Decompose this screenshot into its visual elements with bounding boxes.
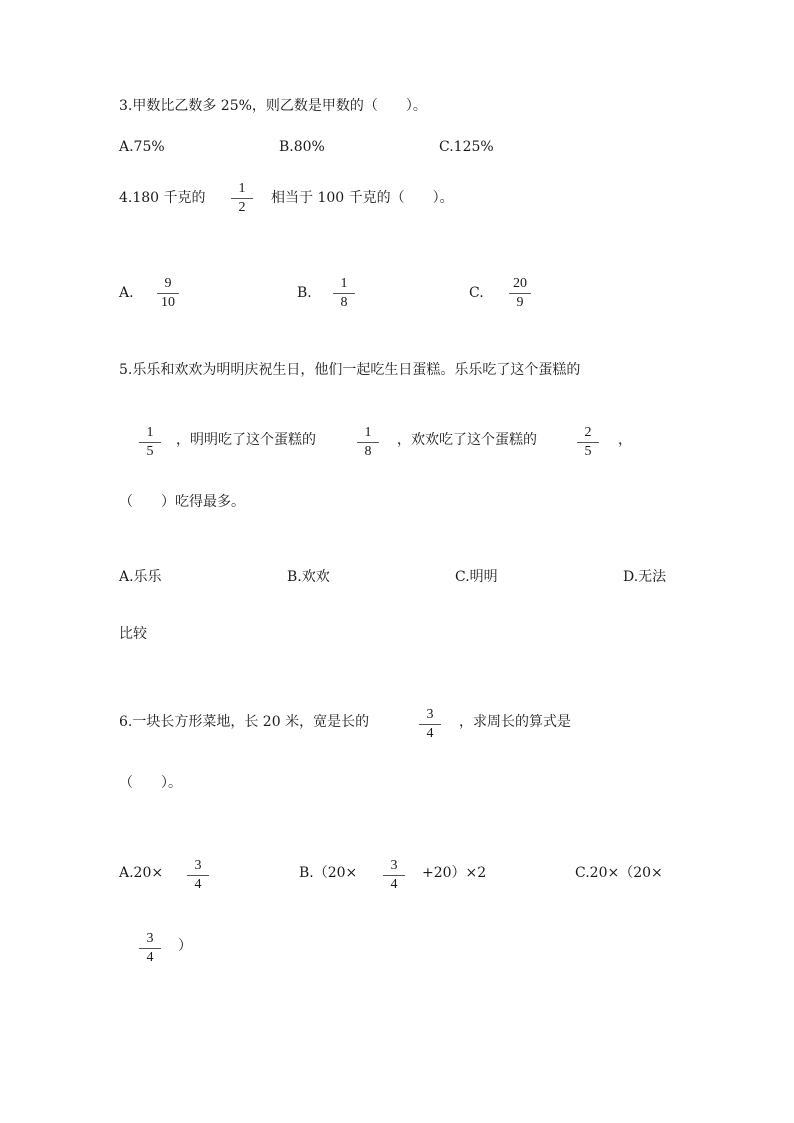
question-6-stem-fraction [418,708,442,741]
question-6-option-b-fraction [382,859,406,892]
question-5-text-huanhuan: ，欢欢吃了这个蛋糕的 [397,432,537,448]
fraction-denominator: 8 [340,295,348,310]
question-6-option-a-fraction [186,859,210,892]
fraction-bar [139,948,161,949]
question-5-stem-line-1: 5.乐乐和欢欢为明明庆祝生日，他们一起吃生日蛋糕。乐乐吃了这个蛋糕的 [119,362,581,378]
fraction-numerator: 1 [146,425,154,440]
question-3-option-a: A.75% [119,139,165,155]
fraction-bar [357,442,379,443]
question-4-option-a-fraction [156,277,180,310]
fraction-numerator: 2 [584,425,592,440]
question-5-option-d-continued: 比较 [119,626,147,642]
question-6-stem-start: 6.一块长方形菜地，长 20 米，宽是长的 [119,714,370,730]
question-6-option-c: C.20×（20× [575,865,663,881]
fraction-bar [139,442,161,443]
fraction-denominator: 5 [584,444,592,459]
fraction-denominator: 4 [390,877,398,892]
question-5-option-c: C.明明 [455,569,498,585]
fraction-denominator: 4 [146,950,154,965]
question-6-option-c-fraction [138,932,162,965]
fraction-denominator: 4 [426,726,434,741]
fraction-denominator: 5 [146,444,154,459]
question-6-option-b-end: +20）×2 [422,865,487,881]
question-3-option-c: C.125% [439,139,494,155]
question-5-fraction-mingming [356,426,380,459]
question-6-option-a: A.20× [119,865,164,881]
fraction-denominator: 9 [516,295,524,310]
fraction-denominator: 4 [194,877,202,892]
question-5-option-d: D.无法 [623,569,667,585]
fraction-denominator: 2 [238,200,246,215]
fraction-bar [577,442,599,443]
question-6-option-b-start: B.（20× [299,865,358,881]
fraction-numerator: 1 [340,276,348,291]
question-4-stem-fraction [230,182,254,215]
question-4-stem-end: 相当于 100 千克的（ ）。 [271,190,454,206]
question-4-option-c-label: C. [469,285,484,301]
fraction-numerator: 3 [390,858,398,873]
fraction-bar [187,875,209,876]
fraction-bar [231,198,253,199]
question-5-comma: ， [618,432,632,448]
question-5-fraction-lele [138,426,162,459]
question-3-stem: 3.甲数比乙数多 25%，则乙数是甲数的（ ）。 [119,98,427,114]
question-5-text-mingming: ，明明吃了这个蛋糕的 [176,432,316,448]
fraction-numerator: 3 [194,858,202,873]
fraction-denominator: 10 [161,295,175,310]
question-5-option-a: A.乐乐 [119,569,162,585]
question-5-fraction-huanhuan [576,426,600,459]
fraction-bar [157,293,179,294]
question-6-stem-end: ，求周长的算式是 [459,714,571,730]
fraction-denominator: 8 [364,444,372,459]
fraction-numerator: 1 [364,425,372,440]
fraction-numerator: 9 [164,276,172,291]
question-6-option-c-end: ） [178,938,192,954]
fraction-numerator: 20 [513,276,527,291]
fraction-bar [383,875,405,876]
fraction-numerator: 1 [238,181,246,196]
question-6-stem-line-2: （ ）。 [119,775,182,791]
fraction-numerator: 3 [146,931,154,946]
fraction-bar [509,293,531,294]
question-4-option-b-label: B. [297,285,312,301]
question-5-stem-line-3: （ ）吃得最多。 [119,494,245,510]
fraction-bar [333,293,355,294]
question-4-stem-start: 4.180 千克的 [119,190,206,206]
question-3-option-b: B.80% [279,139,325,155]
question-4-option-b-fraction [332,277,356,310]
question-5-option-b: B.欢欢 [287,569,330,585]
question-4-option-c-fraction [508,277,532,310]
fraction-numerator: 3 [426,707,434,722]
question-4-option-a-label: A. [119,285,134,301]
fraction-bar [419,724,441,725]
